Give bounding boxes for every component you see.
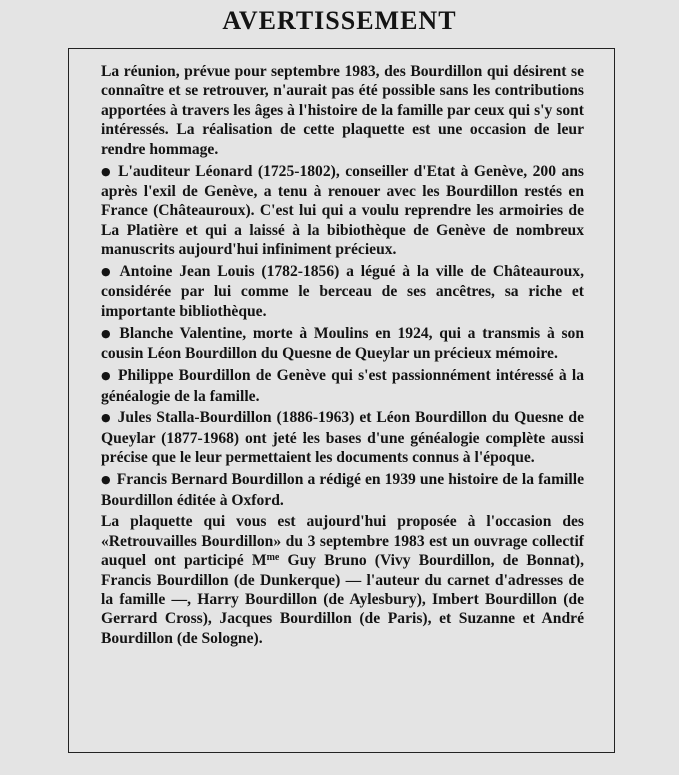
- notice-body: [101, 62, 584, 651]
- bullet-text: L'auditeur Léonard (1725-1802), conseiller d'Etat à Genève, 200 ans après l'exil de Genève, a tenu à renouer avec les Bourdillon restés en France (Châteauroux). C'est lui qui a voulu reprendre les armoiries de La Platière et qui a laissé à la bibiothèque de Genève de nombreux manuscrits aujourd'hui infiniment précieux.: [101, 162, 584, 259]
- bullet-paragraph-antoine: [101, 262, 584, 321]
- bullet-text: Philippe Bourdillon de Genève qui s'est passionnément intéressé à la généalogie de la famille.: [101, 367, 584, 405]
- bullet-paragraph-blanche: [101, 324, 584, 364]
- bullet-icon: ●: [101, 369, 112, 383]
- bullet-paragraph-jules: [101, 408, 584, 467]
- bullet-text: Antoine Jean Louis (1782-1856) a légué à la ville de Châteauroux, considérée par lui comme le berceau de ses ancêtres, sa riche et importante bibliothèque.: [101, 263, 584, 320]
- bullet-text: Blanche Valentine, morte à Moulins en 1924, qui a transmis à son cousin Léon Bourdillon du Quesne de Queylar un précieux mémoire.: [101, 324, 584, 363]
- bullet-icon: ●: [101, 473, 111, 487]
- bullet-text: Jules Stalla-Bourdillon (1886-1963) et Léon Bourdillon du Quesne de Queylar (1877-1968) ont jeté les bases d'une généalogie complète aussi précise que le leur permettaient les documents connus à l'époque.: [101, 409, 584, 467]
- bullet-paragraph-philippe: [101, 366, 584, 406]
- intro-paragraph: La réunion, prévue pour septembre 1983, des Bourdillon qui désirent se connaître et se retrouver, n'aurait pas été possible sans les contributions apportées à travers les âges à l'histoire de la famille par ceux qui s'y sont intéressés. La réalisation de cette plaquette est une occasion de leur rendre hommage.: [101, 63, 584, 158]
- closing-text-end: Guy Bruno (Vivy Bourdillon, de Bonnat), Francis Bourdillon (de Dunkerque) — l'auteur du carnet d'adresses de la famille —, Harry Bourdillon (de Aylesbury), Imbert Bourdillon (de Gerrard Cross), Jacques Bourdillon (de Paris), et Suzanne et André Bourdillon (de Sologne).: [101, 552, 584, 647]
- page-title: AVERTISSEMENT: [222, 6, 457, 35]
- closing-paragraph: [101, 512, 584, 648]
- bullet-icon: ●: [101, 326, 114, 340]
- bullet-text: Francis Bernard Bourdillon a rédigé en 1939 une histoire de la famille Bourdillon éditée à Oxford.: [101, 471, 584, 509]
- closing-superscript: me: [266, 552, 280, 564]
- closing-text-start: La plaquette qui vous est aujourd'hui proposée à l'occasion des «Retrouvailles Bourdillon» du 3 septembre 1983 est un ouvrage collectif auquel ont participé M: [101, 513, 584, 570]
- bullet-icon: ●: [101, 265, 114, 279]
- bullet-icon: ●: [101, 411, 112, 425]
- bullet-paragraph-leonard: [101, 162, 584, 260]
- bullet-icon: ●: [101, 164, 113, 178]
- bullet-paragraph-francis: [101, 470, 584, 510]
